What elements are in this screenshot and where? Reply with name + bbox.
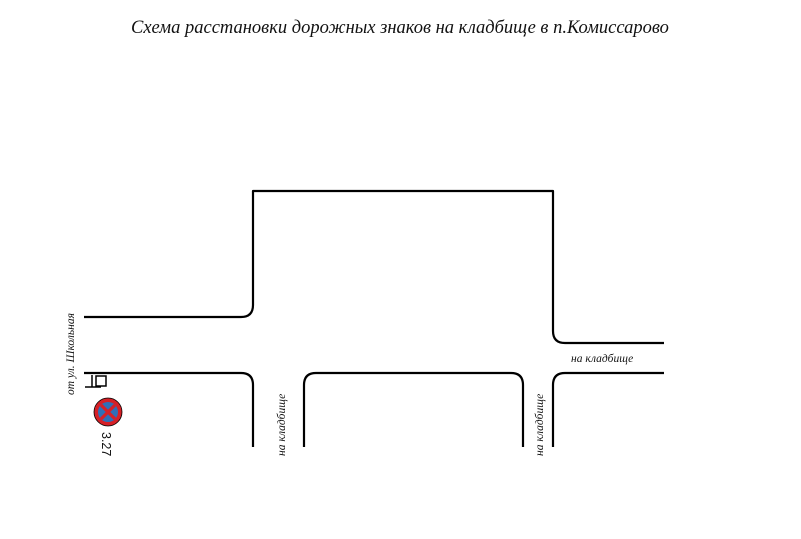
sign-post-icon bbox=[85, 375, 106, 387]
no-stopping-sign-icon bbox=[94, 398, 122, 426]
label-from-street: от ул. Школьная bbox=[65, 313, 77, 395]
road-upper-boundary bbox=[84, 191, 664, 343]
road-lower-right-boundary bbox=[553, 373, 664, 447]
label-to-cemetery-right: на кладбище bbox=[571, 353, 634, 365]
road-lower-middle-boundary bbox=[304, 373, 523, 447]
sign-code-label: 3.27 bbox=[99, 432, 113, 457]
label-to-cemetery-left-road: на кладбище bbox=[276, 393, 288, 456]
label-to-cemetery-middle-road: на кладбище bbox=[534, 393, 546, 456]
scheme-title: Схема расстановки дорожных знаков на кладбище в п.Комиссарово bbox=[131, 18, 669, 38]
